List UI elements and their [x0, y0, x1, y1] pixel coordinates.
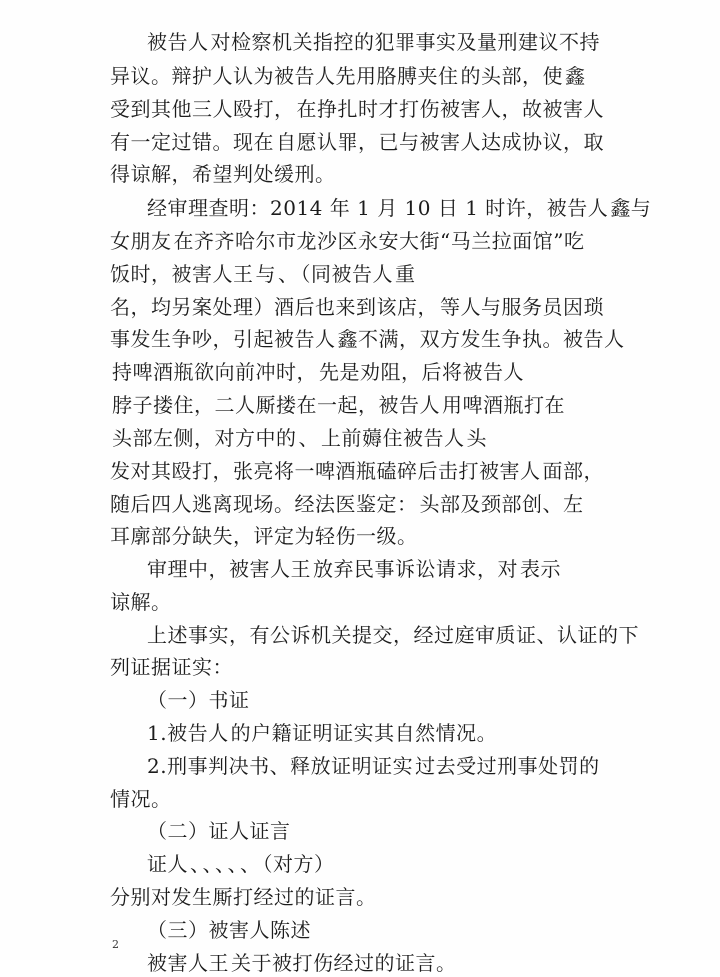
text-segment: 的户籍证明证实其自然情况。	[230, 721, 498, 745]
text-line	[110, 295, 604, 321]
page-number: 2	[112, 938, 119, 951]
text-segment: 异议。辩护人认为被告人先用胳膊夹住	[110, 64, 459, 88]
text-line	[147, 688, 250, 712]
text-line	[110, 590, 172, 614]
text-segment: 有一定过错。现在	[110, 130, 274, 154]
text-segment: 情况。	[110, 787, 172, 811]
text-segment: 随后四人逃离现场。经法医鉴定：	[110, 492, 418, 516]
text-segment: 受到其他三人殴打，	[110, 97, 295, 121]
text-segment: 女朋友	[110, 229, 172, 253]
text-segment: 名，均另案处理）酒后也来到该店，	[110, 295, 438, 319]
text-segment: 鑫不满，双方发生争执。被告人	[337, 327, 625, 351]
text-segment: 的头部，使	[460, 64, 563, 88]
text-segment: 放弃民事诉讼请求，对	[313, 557, 518, 581]
text-segment: （三）被害人陈述	[147, 918, 311, 942]
text-segment: 关于被打伤经过的证言。	[231, 951, 457, 975]
text-line	[147, 852, 335, 878]
text-segment: 鑫	[565, 64, 586, 88]
text-line	[110, 64, 586, 90]
text-segment: 重	[395, 262, 416, 286]
text-segment: 、	[202, 852, 213, 876]
text-line	[110, 327, 625, 353]
text-segment: 持啤酒瓶欲向前冲时，	[112, 360, 317, 384]
text-line	[110, 162, 336, 186]
text-segment: 过去受过刑事处罚的	[415, 754, 600, 778]
text-line	[110, 426, 487, 452]
text-line	[110, 229, 584, 255]
text-segment: 经审理查明：2014 年 1 月 10 日 1 时许，被告人	[147, 196, 609, 220]
text-segment: 证人	[147, 852, 188, 876]
text-line	[147, 557, 561, 583]
text-segment: （二）证人证言	[147, 819, 291, 843]
text-line	[147, 754, 600, 780]
text-segment: 上前薅住被告人	[321, 426, 465, 450]
text-line	[110, 885, 377, 909]
text-segment: 发对其殴打，张亮将一啤酒瓶磕碎后击打被害人	[110, 459, 541, 483]
text-segment: 、	[298, 426, 319, 450]
text-segment: 审理中，被害人王	[147, 557, 311, 581]
text-line	[110, 787, 172, 811]
text-segment: 对检察机关指控的犯罪事实及量刑建议不持	[210, 30, 600, 54]
text-segment: 、	[190, 852, 201, 876]
text-line	[110, 262, 416, 288]
text-segment: 谅解。	[110, 590, 172, 614]
text-segment: 、	[240, 852, 261, 876]
text-segment: 在挣扎时才打伤被害人，故被害人	[296, 97, 604, 121]
text-segment: 面部，	[542, 459, 604, 483]
text-segment: 表示	[520, 557, 561, 581]
text-line	[147, 918, 311, 942]
text-segment: 用啤酒瓶打在	[442, 393, 565, 417]
text-segment: 耳廓部分缺失，评定为轻伤一级。	[110, 524, 418, 548]
text-segment: 等人与服务员因琐	[440, 295, 604, 319]
text-line	[110, 393, 567, 419]
text-segment: 得谅解，希望判处缓刑。	[110, 162, 336, 186]
text-segment: 列证据证实：	[110, 655, 233, 679]
text-line	[110, 524, 418, 548]
text-segment: 事发生争吵，引起被告人	[110, 327, 336, 351]
text-line	[147, 30, 600, 56]
text-segment: 饭时，被害人王	[110, 262, 254, 286]
text-line	[110, 130, 604, 156]
text-segment: 被告人	[147, 30, 209, 54]
text-segment: 自愿认罪，已与被害人达成协议，取	[276, 130, 604, 154]
text-line	[147, 819, 291, 843]
text-line	[110, 492, 584, 518]
text-segment: 头部及颈部创、左	[419, 492, 584, 516]
text-line	[147, 721, 497, 747]
text-segment: （同被告人	[300, 262, 393, 286]
text-line	[147, 196, 651, 222]
text-line	[110, 655, 233, 679]
text-segment: 分别对发生厮打经过的证言。	[110, 885, 377, 909]
text-line	[147, 951, 457, 977]
text-segment: 2.刑事判决书、释放证明证实	[147, 754, 414, 778]
text-segment: （对方）	[262, 852, 335, 876]
text-segment: 鑫与	[610, 196, 652, 220]
text-segment: 、	[215, 852, 226, 876]
text-segment: 、	[278, 262, 299, 286]
text-segment: 被害人王	[147, 951, 229, 975]
text-segment: 先是劝阻，后将被告人	[319, 360, 524, 384]
text-segment: 与	[255, 262, 276, 286]
text-segment: 头	[466, 426, 487, 450]
text-line	[147, 623, 639, 647]
text-segment: （一）书证	[147, 688, 250, 712]
text-segment: 1.被告人	[147, 721, 229, 745]
text-segment: 头部左侧，对方中的	[112, 426, 297, 450]
text-segment: 、	[227, 852, 238, 876]
text-segment: 在齐齐哈尔市龙沙区永安大街“马兰拉面馆”吃	[173, 229, 585, 253]
text-segment: 上述事实，有公诉机关提交，经过庭审质证、认证的下	[147, 623, 639, 647]
text-line	[110, 97, 604, 123]
text-line	[110, 459, 604, 485]
text-segment: 脖子搂住，二人厮搂在一起，被告人	[112, 393, 440, 417]
text-line	[110, 360, 526, 386]
